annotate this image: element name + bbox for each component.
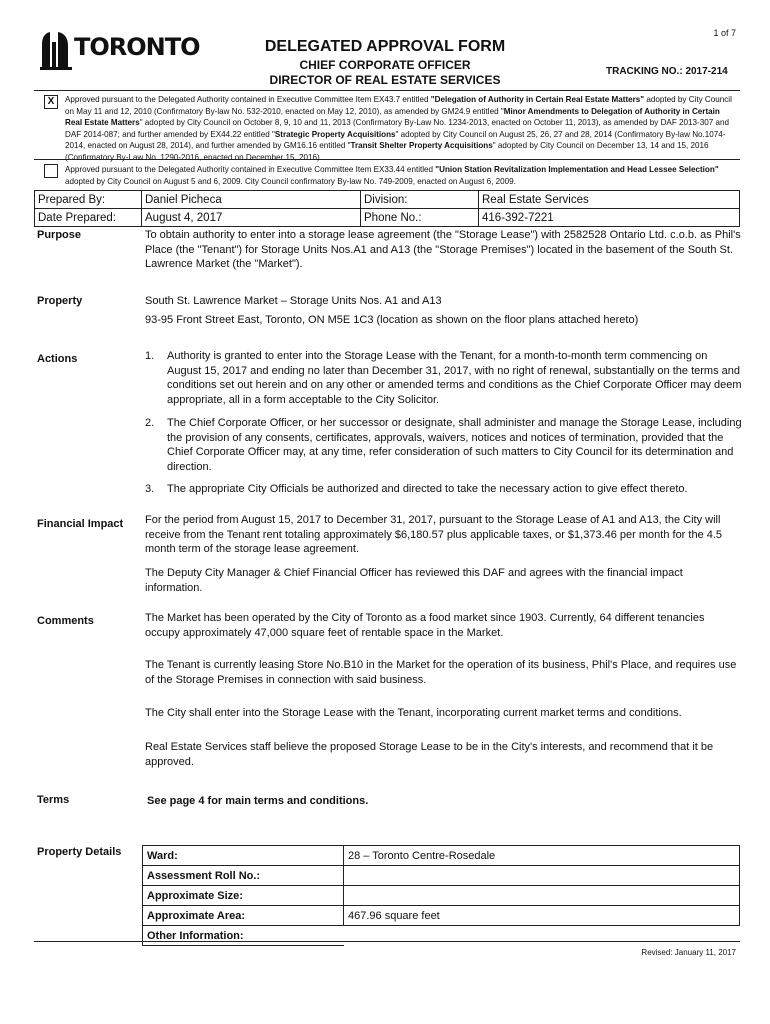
comments-text-4: Real Estate Services staff believe the proposed Storage Lease to be in the City's interests, and recommend that it be approved. <box>145 741 714 768</box>
comments-label: Comments <box>37 615 94 627</box>
page-number: 1 of 7 <box>713 28 736 38</box>
revised-date: Revised: January 11, 2017 <box>641 948 736 957</box>
property-line-2: 93-95 Front Street East, Toronto, ON M5E 1C3 (location as shown on the floor plans attached hereto) <box>145 314 639 326</box>
info-table <box>34 190 740 227</box>
division-value: Real Estate Services <box>479 191 740 209</box>
tracking-number: TRACKING NO.: 2017-214 <box>606 66 728 77</box>
toronto-logo <box>40 30 200 72</box>
property-line-1: South St. Lawrence Market – Storage Units Nos. A1 and A13 <box>145 295 442 307</box>
table-row: Assessment Roll No.: <box>143 866 740 886</box>
subtitle-chief-officer: CHIEF CORPORATE OFFICER <box>299 58 471 72</box>
phone-label: Phone No.: <box>361 209 479 227</box>
action-item: 2. The Chief Corporate Officer, or her successor or designate, shall administer and manage the Storage Lease, including the provision of any consents, certificates, approvals, waivers, notices and notices of termination, provided that the Chief Corporate Officer may, at any time, refer consideration of such matters to City Council for its determination and direction. <box>145 417 742 473</box>
authority-1-checkbox[interactable]: X <box>44 95 58 109</box>
authority-divider <box>34 159 740 160</box>
date-value: August 4, 2017 <box>142 209 361 227</box>
comments-text-2: The Tenant is currently leasing Store No.B10 in the Market for the operation of its business, Phil's Place, and requires use of the Storage Premises in connection with said business. <box>145 659 737 686</box>
subtitle-director: DIRECTOR OF REAL ESTATE SERVICES <box>269 73 501 87</box>
table-row: Other Information: <box>143 926 740 946</box>
prepared-by-value: Daniel Picheca <box>142 191 361 209</box>
form-title: DELEGATED APPROVAL FORM <box>264 38 506 55</box>
comments-text-1: The Market has been operated by the City of Toronto as a food market since 1903. Currently, 64 different tenancies occupy approximately 47,000 square feet of rentable space in the Market. <box>145 612 705 639</box>
financial-impact-text-1: For the period from August 15, 2017 to December 31, 2017, pursuant to the Storage Lease of A1 and A13, the City will receive from the Tenant rent totaling approximately $6,180.57 plus applicable taxes, or $1,373.46 per month for the 4.5 month term of the storage lease agreement. <box>145 514 723 555</box>
comments-text-3: The City shall enter into the Storage Lease with the Tenant, incorporating current market terms and conditions. <box>145 707 682 719</box>
prepared-by-label: Prepared By: <box>35 191 142 209</box>
property-label: Property <box>37 295 83 307</box>
city-hall-icon <box>40 30 74 70</box>
date-label: Date Prepared: <box>35 209 142 227</box>
terms-label: Terms <box>37 794 70 806</box>
financial-impact-text-2: The Deputy City Manager & Chief Financial Officer has reviewed this DAF and agrees with the financial impact information. <box>145 567 683 594</box>
authority-1-text: Approved pursuant to the Delegated Authority contained in Executive Committee Item EX43.7 entitled "Delegation of Authority in Certain Real Estate Matters" adopted by City Council on May 11 and 12, 2010 (Confirmatory By-law No. 532-2010, enacted on May 12, 2010), as amended by GM24.9 entitled "Minor Amendments to Delegation of Authority in Certain Real Estate Matters" adopted by City Council on October 8, 9, 10 and 11, 2013 (Confirmatory By-Law No. 1234-2013, enacted on October 11, 2013), as amended by DAF 2013-307 and DAF 2014-087; and further amended by EX44.22 entitled "Strategic Property Acquisitions" adopted by City Council on August 25, 26, 27 and 28, 2014 (Confirmatory By-law No.1074-2014, enacted on August 28, 2014), and further amended by GM16.16 entitled "Transit Shelter Property Acquisitions" adopted by City Council on December 13, 14 and 15, 2016 (Confirmatory By-Law No. 1290-2016, enacted on December 15, 2016). <box>65 95 732 162</box>
action-item: 3. The appropriate City Officials be authorized and directed to take the necessary action to give effect thereto. <box>145 483 688 495</box>
authority-2-text: Approved pursuant to the Delegated Authority contained in Executive Committee Item EX33.44 entitled "Union Station Revitalization Implementation and Head Lessee Selection" adopted by City Council on August 5 and 6, 2009. City Council confirmatory By-law No. 749-2009, enacted on August 6, 2009. <box>65 165 719 186</box>
header-divider <box>34 90 740 91</box>
actions-label: Actions <box>37 353 78 365</box>
division-label: Division: <box>361 191 479 209</box>
phone-value: 416-392-7221 <box>479 209 740 227</box>
purpose-label: Purpose <box>37 229 82 241</box>
footer-divider <box>34 941 740 942</box>
table-row: Approximate Size: <box>143 886 740 906</box>
logo-wordmark: TORONTO <box>74 33 200 61</box>
property-details-label: Property Details <box>37 846 122 858</box>
purpose-text: To obtain authority to enter into a storage lease agreement (the "Storage Lease") with 2582528 Ontario Ltd. c.o.b. as Phil's Place (the "Tenant") for Storage Units Nos.A1 and A13 (the "Storage Premises") located in the basement of the South St. Lawrence Market (the "Market"). <box>145 229 741 270</box>
property-details-table <box>142 845 740 946</box>
terms-text: See page 4 for main terms and conditions. <box>147 795 369 807</box>
table-row: Ward: 28 – Toronto Centre-Rosedale <box>143 846 740 866</box>
table-row: Approximate Area: 467.96 square feet <box>143 906 740 926</box>
action-item: 1. Authority is granted to enter into the Storage Lease with the Tenant, for a month-to-month term commencing on August 15, 2017 and ending no later than December 31, 2017, with no right of renewal, substantially on the terms and conditions set out herein and on any other or amended terms and conditions as the Chief Corporate Officer may deem appropriate, all in a form acceptable to the City Solicitor. <box>145 350 742 406</box>
authority-2-checkbox[interactable] <box>44 164 58 178</box>
financial-impact-label: Financial Impact <box>37 518 124 530</box>
